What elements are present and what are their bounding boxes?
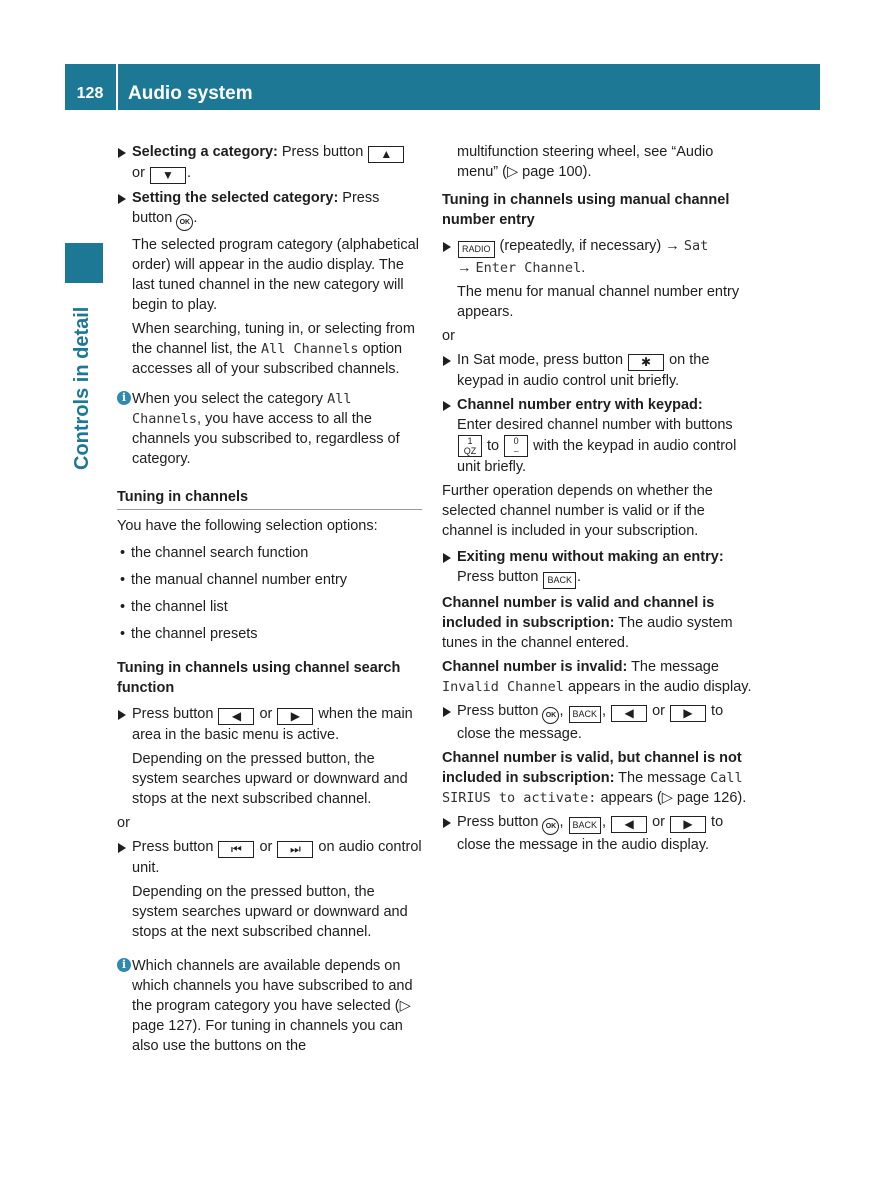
previous-track-icon: ⏮ xyxy=(218,841,254,858)
ok-button-icon: OK xyxy=(542,707,559,724)
step-exit-menu: Exiting menu without making an entry: Press button BACK . xyxy=(442,547,752,589)
step-select-category: Selecting a category: Press button ▲ or ▼ . xyxy=(117,142,422,184)
paragraph: The selected program category (alphabetical order) will appear in the audio display. The last tuned channel in the new category will begin to play. xyxy=(132,237,419,313)
left-button-icon: ◀ xyxy=(218,708,254,725)
right-button-icon: ▶ xyxy=(670,816,706,833)
step-arrow-icon xyxy=(118,148,126,158)
step-arrow-icon xyxy=(443,356,451,366)
step-label: Selecting a category: xyxy=(132,144,278,160)
list-item: • the channel presets xyxy=(117,624,422,644)
paragraph: The menu for manual channel number entry appears. xyxy=(457,284,740,320)
paragraph: multifunction steering wheel, see “Audio menu” (▷ page 100). xyxy=(457,144,714,180)
next-track-icon: ⏭ xyxy=(277,841,313,858)
step-close-message-display: Press button OK , BACK , ◀ or ▶ to close the message in the audio display. xyxy=(442,812,752,855)
info-note: i Which channels are available depends on which channels you have subscribed to and the program category you have selected (▷ page 127). For tuning in channels you can also use the buttons on the xyxy=(117,956,422,1056)
star-button-icon: ✱ xyxy=(628,354,664,371)
info-icon: i xyxy=(117,391,131,405)
info-icon: i xyxy=(117,958,131,972)
step-arrow-icon xyxy=(443,401,451,411)
page-number: 128 xyxy=(76,85,104,102)
paragraph: Channel number is valid, but channel is not included in subscription: The message Call SIRIUS to activate: appears (▷ page 126). xyxy=(442,750,747,806)
step-arrow-icon xyxy=(118,843,126,853)
paragraph: Channel number is valid and channel is included in subscription: The audio system tunes in the channel entered. xyxy=(442,595,733,651)
back-button-icon: BACK xyxy=(569,706,602,723)
step-arrow-icon xyxy=(443,707,451,717)
right-button-icon: ▶ xyxy=(277,708,313,725)
up-button-icon: ▲ xyxy=(368,146,404,163)
key-zero-icon: 0 ⌣ xyxy=(504,435,528,457)
header-divider xyxy=(116,64,118,110)
step-arrow-icon xyxy=(118,194,126,204)
paragraph: Depending on the pressed button, the system searches upward or downward and stops at the next subscribed channel. xyxy=(132,751,408,807)
paragraph: When searching, tuning in, or selecting from the channel list, the All Channels option accesses all of your subscribed channels. xyxy=(132,321,415,377)
list-item: • the manual channel number entry xyxy=(117,570,422,590)
ok-button-icon: OK xyxy=(176,214,193,231)
key-one-icon: 1 QZ xyxy=(458,435,482,457)
step-label: Exiting menu without making an entry: xyxy=(457,549,724,565)
step-skip-buttons: Press button ⏮ or ⏭ on audio control unit. xyxy=(117,837,422,878)
step-arrow-icon xyxy=(118,710,126,720)
step-star-key: In Sat mode, press button ✱ on the keypad in audio control unit briefly. xyxy=(442,350,752,391)
back-button-icon: BACK xyxy=(569,817,602,834)
step-arrow-icon xyxy=(443,553,451,563)
step-label: Channel number entry with keypad: xyxy=(457,397,703,413)
paragraph: Further operation depends on whether the selected channel number is valid or if the channel is included in your subscription. xyxy=(442,483,713,539)
step-arrow-icon xyxy=(443,242,451,252)
back-button-icon: BACK xyxy=(543,572,576,589)
step-close-message: Press button OK , BACK , ◀ or ▶ to close the message. xyxy=(442,701,752,744)
step-keypad-entry: Channel number entry with keypad: Enter desired channel number with buttons 1 QZ to 0 ⌣ with the keypad in audio control unit briefly. xyxy=(442,395,752,477)
left-column xyxy=(117,142,422,1068)
ok-button-icon: OK xyxy=(542,818,559,835)
right-column xyxy=(442,142,752,859)
section-heading: Tuning in channels using manual channel number entry xyxy=(442,192,730,228)
list-item: • the channel search function xyxy=(117,543,422,563)
step-radio-key: RADIO (repeatedly, if necessary) → Sat → Enter Channel. xyxy=(442,236,752,278)
section-tab-label: Controls in detail xyxy=(71,306,93,470)
left-button-icon: ◀ xyxy=(611,705,647,722)
down-button-icon: ▼ xyxy=(150,167,186,184)
list-item: • the channel list xyxy=(117,597,422,617)
options-list xyxy=(117,543,422,644)
step-set-category: Setting the selected category: Press button OK . xyxy=(117,188,422,231)
paragraph: Channel number is invalid: The message Invalid Channel appears in the audio display. xyxy=(442,659,752,695)
section-heading: Tuning in channels using channel search function xyxy=(117,660,401,696)
radio-button-icon: RADIO xyxy=(458,241,495,258)
step-label: Setting the selected category: xyxy=(132,190,339,206)
step-arrow-icon xyxy=(443,818,451,828)
right-button-icon: ▶ xyxy=(670,705,706,722)
page-title: Audio system xyxy=(128,83,253,104)
or-text: or xyxy=(442,328,455,344)
step-search-buttons: Press button ◀ or ▶ when the main area in the basic menu is active. xyxy=(117,704,422,745)
info-note: i When you select the category All Channels, you have access to all the channels you subscribed to, regardless of category. xyxy=(117,389,422,469)
paragraph: Depending on the pressed button, the system searches upward or downward and stops at the next subscribed channel. xyxy=(132,884,408,940)
or-text: or xyxy=(117,815,130,831)
section-tab-marker xyxy=(65,243,103,283)
paragraph: You have the following selection options: xyxy=(117,518,378,534)
left-button-icon: ◀ xyxy=(611,816,647,833)
section-heading: Tuning in channels xyxy=(117,487,422,510)
